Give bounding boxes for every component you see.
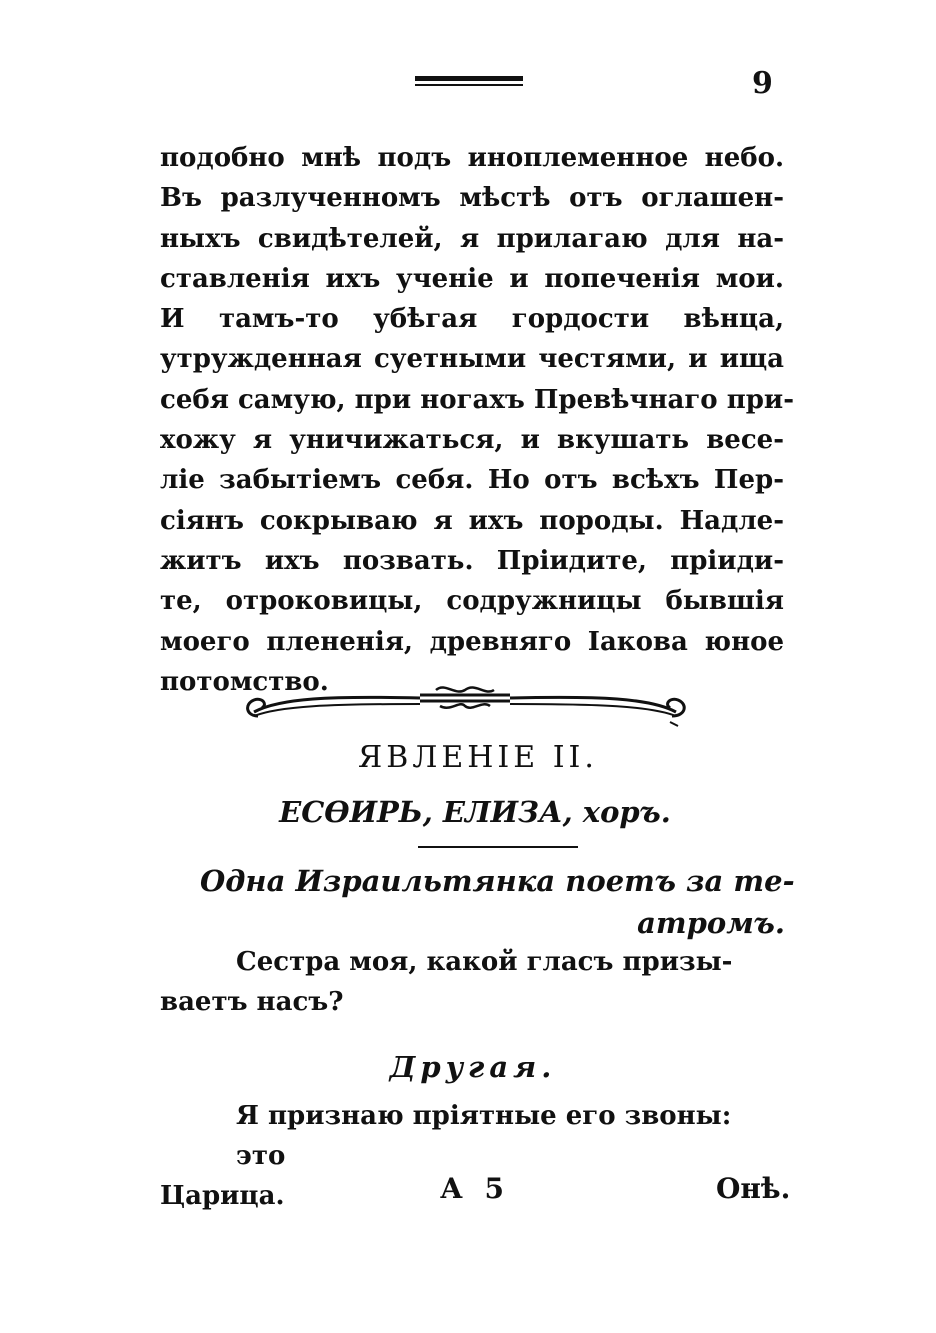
text-line: себя самую, при ногахъ Превѣчнаго при- [160, 384, 794, 415]
text-line: сіянъ сокрываю я ихъ породы. Надле- [160, 505, 784, 536]
text-line: утружденная суетными честями, и ища [160, 344, 784, 375]
text-line: хожу я уничижаться, и вкушать весе- [160, 425, 784, 456]
speech-first-voice [160, 942, 784, 1022]
text-line: ныхъ свидѣтелей, я прилагаю для на- [160, 223, 784, 254]
signature-mark: А 5 [440, 1172, 511, 1205]
text-line: Въ разлученномъ мѣстѣ отъ оглашен- [160, 183, 784, 214]
characters-underline [418, 846, 578, 848]
stage-direction [200, 860, 795, 944]
catchword: Онѣ. [716, 1172, 791, 1205]
ornament-divider [240, 682, 690, 730]
stage-direction-line: атромъ. [637, 906, 785, 940]
scene-title: ЯВЛЕНІЕ II. [358, 740, 598, 775]
text-line: ставленія ихъ ученіе и попеченія мои. [160, 263, 784, 294]
page-number: 9 [752, 66, 773, 101]
text-line: те, отроковицы, содружницы бывшія [160, 586, 784, 617]
speech-line: Я признаю пріятные его звоны: это [236, 1101, 732, 1171]
text-line: потомство. [160, 666, 329, 697]
speech-line: Сестра моя, какой гласъ призы- [236, 947, 733, 977]
body-paragraph [160, 138, 794, 702]
scene-characters: ЕСѲИРЬ, ЕЛИЗА, хоръ. [279, 795, 671, 829]
speech-line: Царица. [160, 1181, 285, 1211]
text-line: И тамъ-то убѣгая гордости вѣнца, [160, 304, 784, 335]
text-line: ліе забытіемъ себя. Но отъ всѣхъ Пер- [160, 465, 784, 496]
text-line: житъ ихъ позвать. Пріидите, пріиди- [160, 545, 784, 576]
speech-line: ваетъ насъ? [160, 987, 344, 1017]
text-line: моего плененія, древняго Іакова юное [160, 626, 784, 657]
stage-direction-line: Одна Израильтянка поетъ за те- [200, 864, 795, 898]
text-line: подобно мнѣ подъ иноплеменное небо. [160, 143, 784, 173]
speaker-heading: Другая. [389, 1050, 557, 1084]
header-rule [415, 74, 523, 88]
